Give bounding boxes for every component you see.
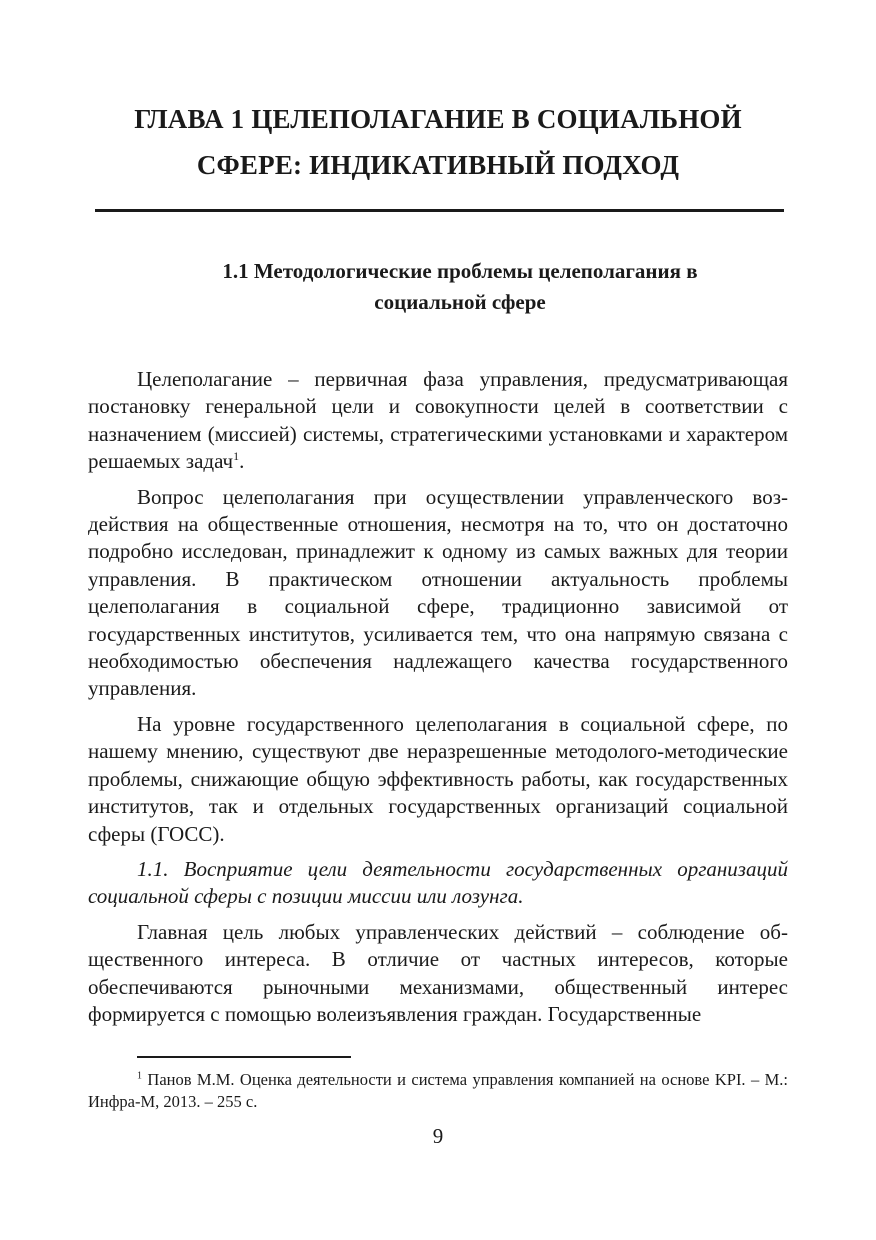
footnote-divider: [137, 1056, 351, 1058]
footnote-number: 1: [137, 1070, 142, 1082]
paragraph-1-end: .: [239, 449, 245, 474]
paragraph-5: Главная цель любых управленческих действий – соблюдение общественного интереса. В отличие от частных интересов, которые обеспечиваются рыночными механизмами, общественный интерес формируется с помощью волеизъявления граждан. Государственные: [88, 919, 788, 1026]
chapter-divider: [95, 209, 784, 212]
chapter-title: ГЛАВА 1 ЦЕЛЕПОЛАГАНИЕ В СОЦИАЛЬНОЙ СФЕРЕ: ИНДИКАТИВНЫЙ ПОДХОД: [134, 104, 742, 180]
paragraph-2: Вопрос целеполагания при осуществлении управленческого воздействия на общественные отношения, несмотря на то, что он достаточно подробно исследован, принадлежит к одному из самых важных для теории управления. В практическом отношении актуальность проблемы целеполагания в социальной сфере, традиционно зависимой от государственных институтов, усиливается тем, что она напрямую связана с необходимостью обеспечения надлежащего качества государственного управления.: [88, 484, 788, 701]
footnote: [88, 1069, 788, 1113]
section-title-line-1: 1.1 Методологические проблемы целеполагания в: [222, 259, 698, 283]
footnote-reference: 1: [233, 449, 240, 464]
paragraph-3: На уровне государственного целеполагания в социальной сфере, по нашему мнению, существуют две неразрешенные методолого-методические проблемы, снижающие общую эффективность работы, как государственных институтов, так и отдельных государственных организаций социальной сферы (ГОСС).: [88, 711, 788, 846]
paragraph-1-text: Целеполагание – первичная фаза управления, предусматривающая постановку генеральной цели и совокупности целей в соответствии с назначением (миссией) системы, стратегическими установками и характером решаемых задач: [88, 367, 788, 474]
subsection-heading-italic: 1.1. Восприятие цели деятельности государственных организаций социальной сферы с позиции миссии или лозунга.: [88, 856, 788, 909]
body-text: [88, 366, 788, 1036]
footnote-text: Панов М.М. Оценка деятельности и система управления компанией на основе KPI. – М.: Инфра-М, 2013. – 255 с.: [88, 1070, 788, 1111]
section-title: [90, 256, 830, 318]
paragraph-1: [88, 366, 788, 476]
page-number: 9: [432, 1124, 444, 1148]
section-title-line-2: социальной сфере: [374, 290, 546, 314]
